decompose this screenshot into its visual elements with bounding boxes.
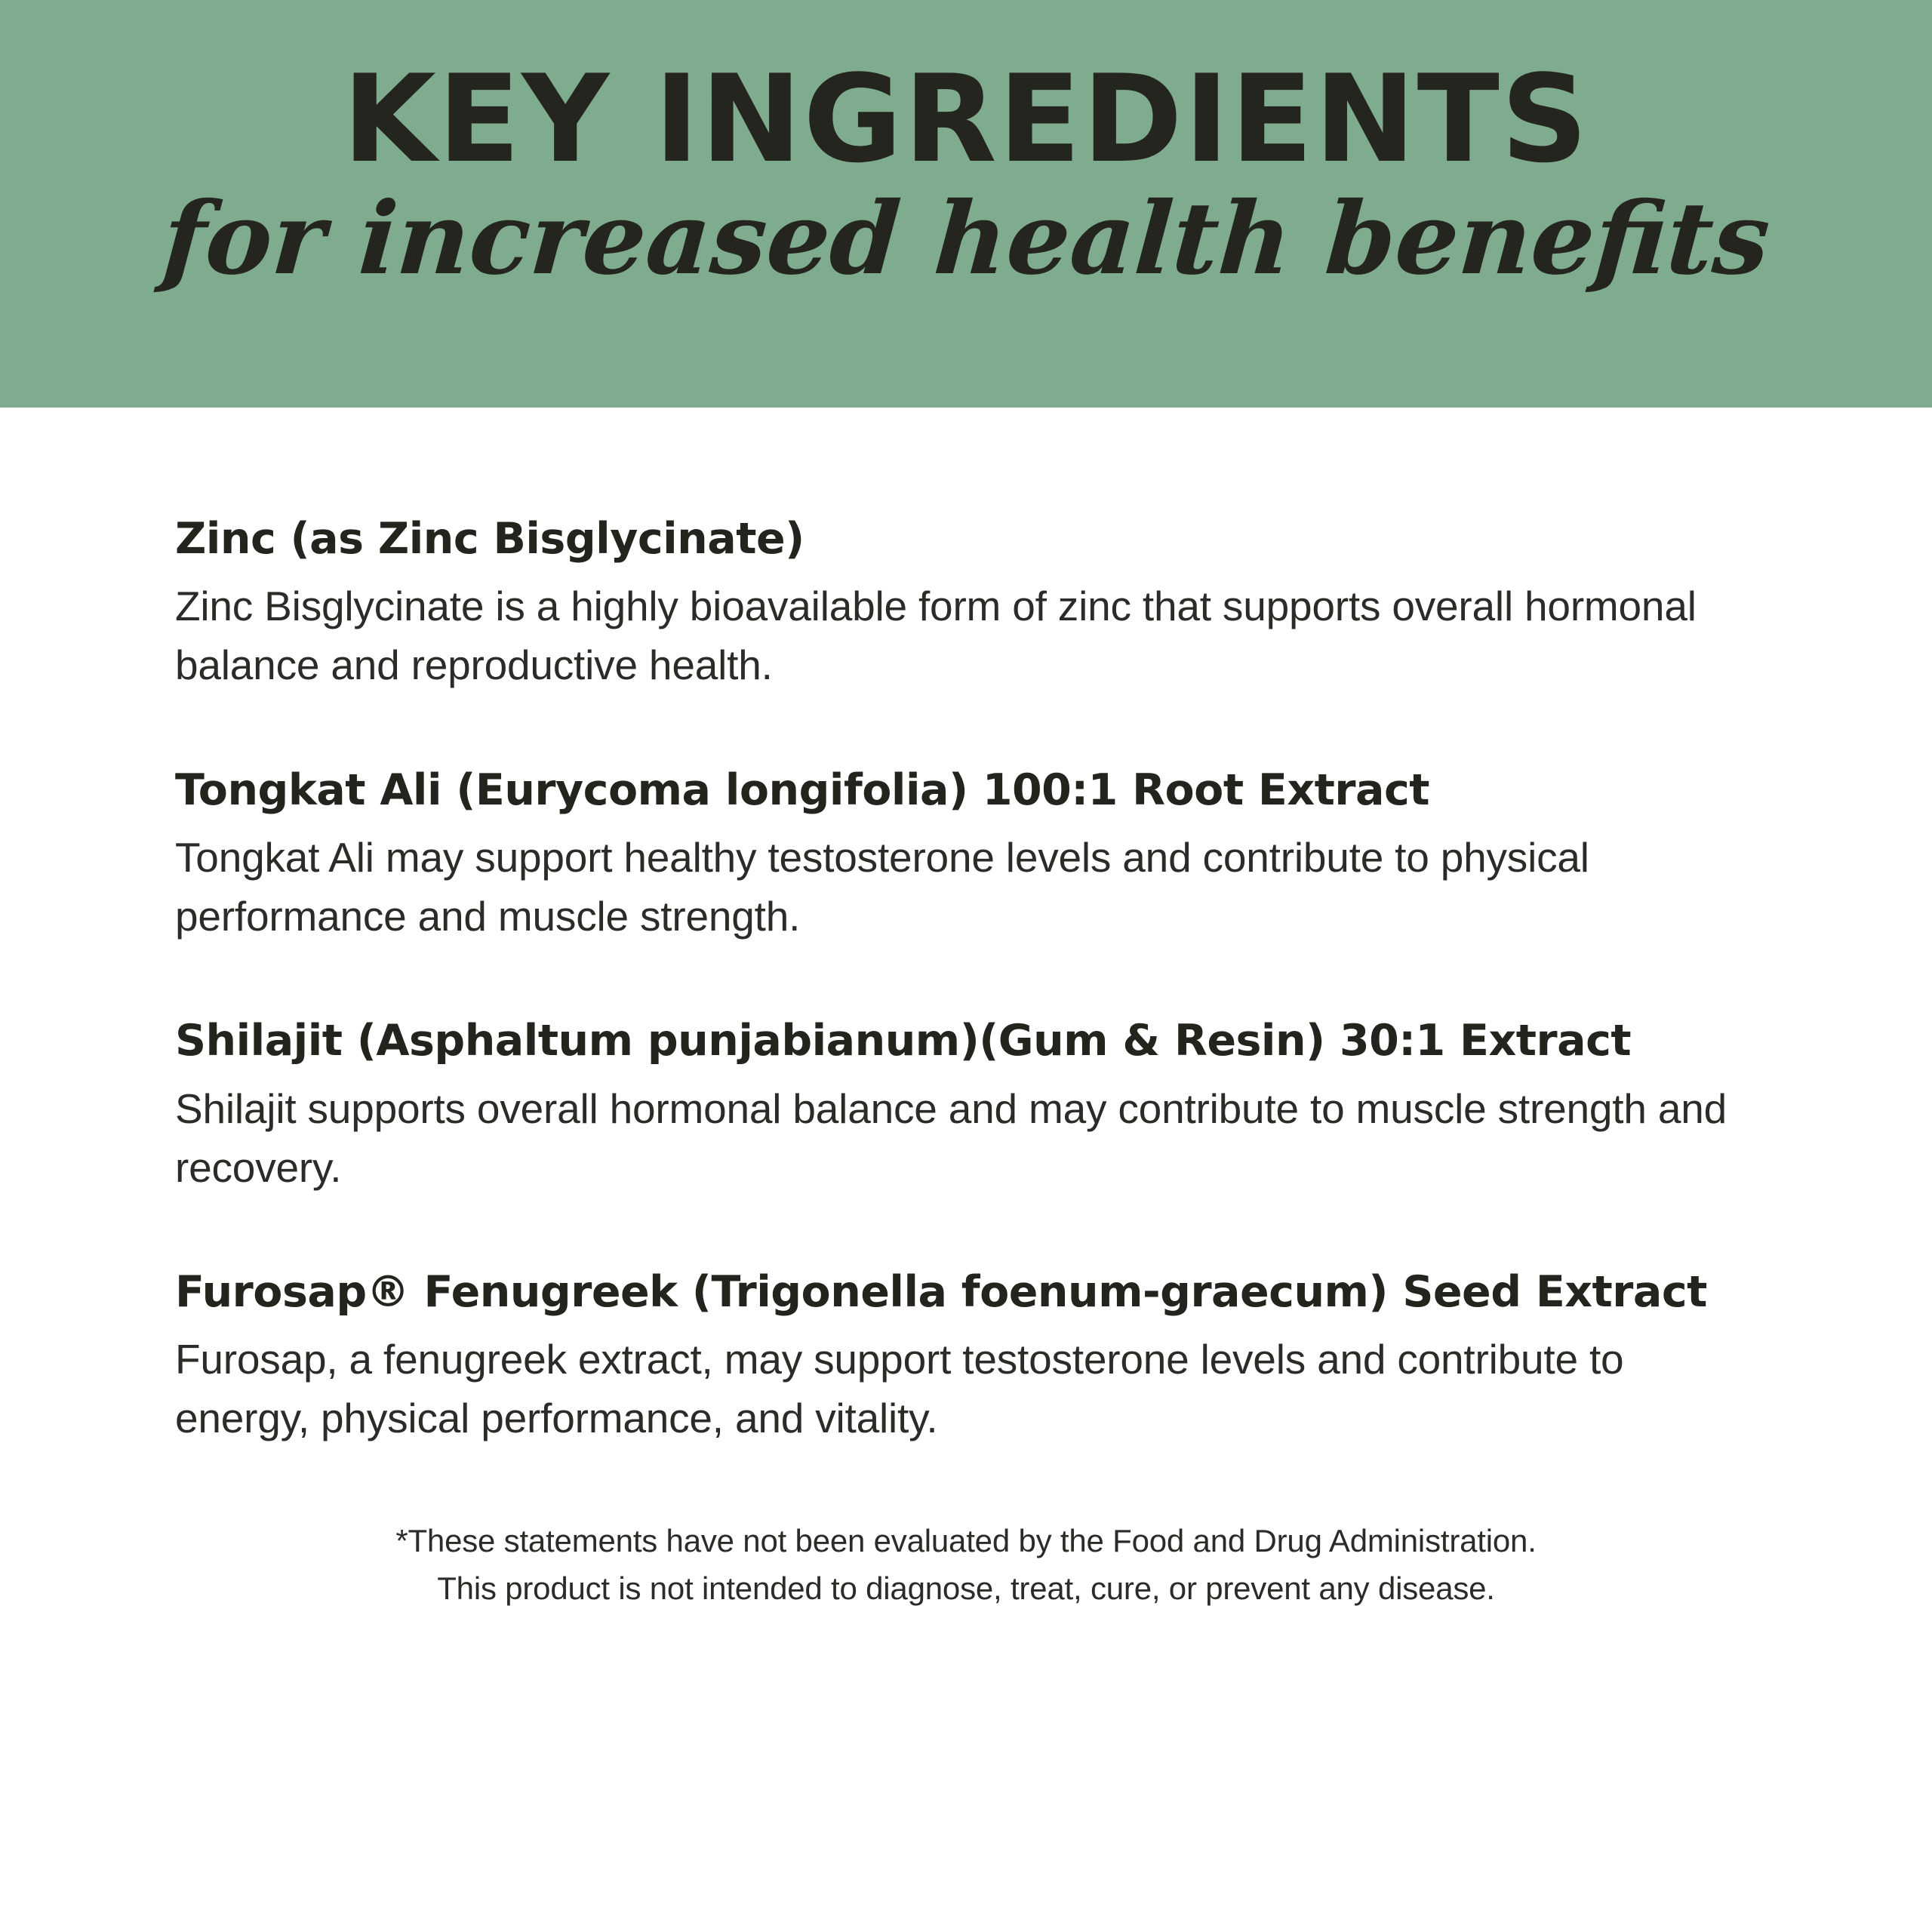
- ingredient-name: Zinc (as Zinc Bisglycinate): [175, 514, 804, 564]
- list-item: [175, 1015, 1757, 1197]
- disclaimer: [175, 1517, 1757, 1612]
- page-subtitle: for increased health benefits: [158, 180, 1774, 297]
- ingredient-name: Tongkat Ali (Eurycoma longifolia) 100:1 Root Extract: [175, 764, 1429, 815]
- list-item: [175, 1266, 1757, 1448]
- disclaimer-line-1: *These statements have not been evaluated by the Food and Drug Administration.: [395, 1523, 1537, 1559]
- header-band: [0, 0, 1932, 408]
- ingredient-description: Zinc Bisglycinate is a highly bioavailable form of zinc that supports overall hormonal balance and reproductive health.: [175, 583, 1697, 689]
- ingredients-list: [0, 408, 1932, 1932]
- ingredient-description: Tongkat Ali may support healthy testosterone levels and contribute to physical performance and muscle strength.: [175, 833, 1589, 940]
- page-title: KEY INGREDIENTS: [342, 48, 1590, 189]
- list-item: [175, 513, 1757, 695]
- ingredient-name: Furosap® Fenugreek (Trigonella foenum-graecum) Seed Extract: [175, 1266, 1707, 1317]
- list-item: [175, 764, 1757, 946]
- ingredient-description: Furosap, a fenugreek extract, may support testosterone levels and contribute to energy, physical performance, and vitality.: [175, 1336, 1624, 1442]
- ingredient-description: Shilajit supports overall hormonal balance and may contribute to muscle strength and recovery.: [175, 1084, 1727, 1191]
- disclaimer-line-2: This product is not intended to diagnose, treat, cure, or prevent any disease.: [437, 1571, 1495, 1607]
- ingredient-name: Shilajit (Asphaltum punjabianum)(Gum & Resin) 30:1 Extract: [175, 1016, 1632, 1066]
